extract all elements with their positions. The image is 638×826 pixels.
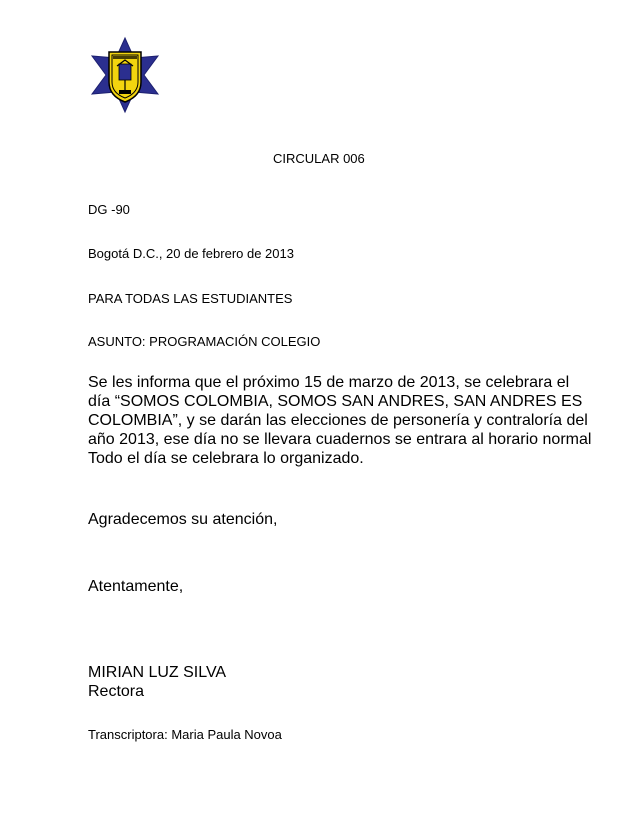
body-line: Todo el día se celebrara lo organizado. xyxy=(88,450,364,467)
recipient-line: PARA TODAS LAS ESTUDIANTES xyxy=(88,291,293,306)
signatory-title: Rectora xyxy=(88,683,145,700)
body-line: año 2013, ese día no se llevara cuadernos se entrara al horario normal xyxy=(88,431,592,448)
body-line: COLOMBIA”, y se darán las elecciones de personería y contraloría del xyxy=(88,412,588,429)
signatory-name: MIRIAN LUZ SILVA xyxy=(88,664,227,681)
regards-line: Atentamente, xyxy=(88,578,184,595)
circular-number: CIRCULAR 006 xyxy=(273,151,365,166)
thanks-line: Agradecemos su atención, xyxy=(88,511,278,528)
transcriber-line: Transcriptora: Maria Paula Novoa xyxy=(88,727,282,742)
body-paragraph xyxy=(88,373,592,468)
school-crest-logo xyxy=(86,36,164,114)
document-reference: DG -90 xyxy=(88,202,130,217)
body-line: Se les informa que el próximo 15 de marzo de 2013, se celebrara el xyxy=(88,374,570,391)
subject-line: ASUNTO: PROGRAMACIÓN COLEGIO xyxy=(88,334,321,349)
body-line: día “SOMOS COLOMBIA, SOMOS SAN ANDRES, SAN ANDRES ES xyxy=(88,393,583,410)
date-line: Bogotá D.C., 20 de febrero de 2013 xyxy=(88,246,294,261)
